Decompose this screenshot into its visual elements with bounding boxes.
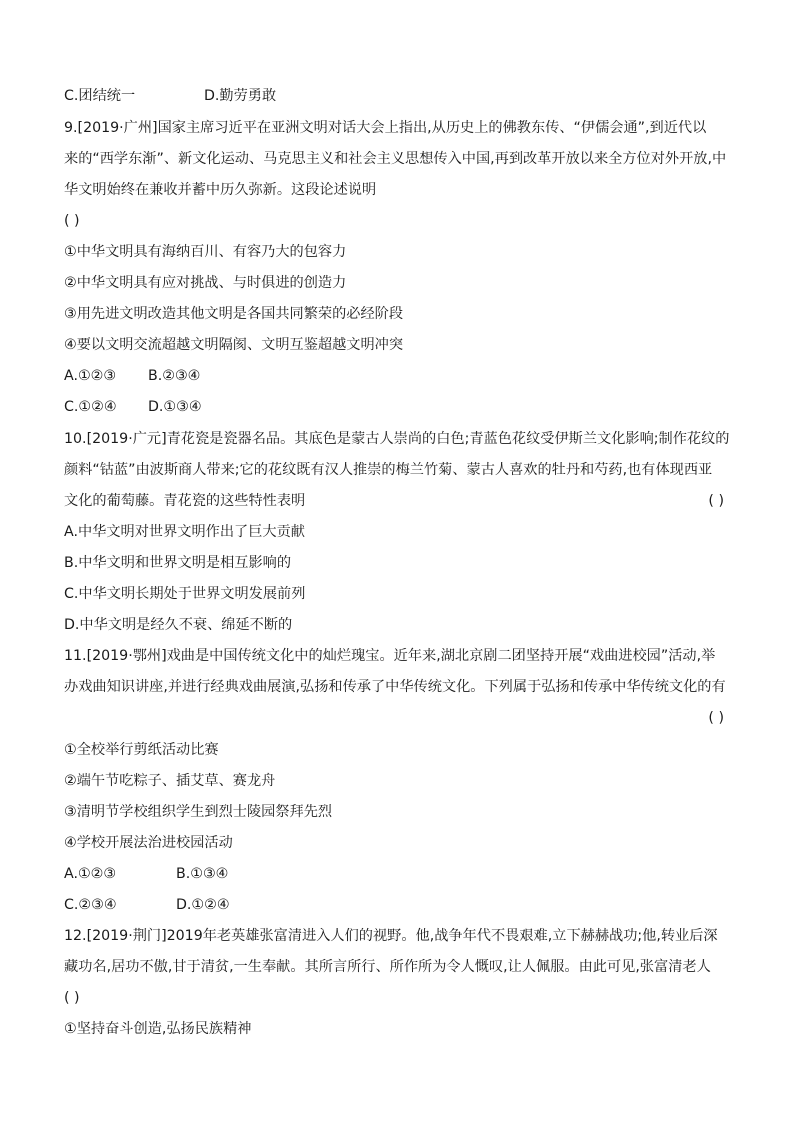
q9-option-c[interactable]: C.①②④: [64, 399, 117, 415]
q11-statement-3: ③清明节学校组织学生到烈士陵园祭拜先烈: [64, 804, 333, 820]
q9-statement-1: ①中华文明具有海纳百川、有容乃大的包容力: [64, 244, 347, 260]
q11-statement-1: ①全校举行剪纸活动比赛: [64, 742, 219, 758]
q9-statement-3: ③用先进文明改造其他文明是各国共同繁荣的必经阶段: [64, 306, 404, 322]
q12-stem-line2: 藏功名,居功不傲,甘于清贫,一生奉献。其所言所行、所作所为令人慨叹,让人佩服。由此可见,张富清老人: [64, 959, 711, 975]
q12-stem-line1: 12.[2019·荆门]2019年老英雄张富清进入人们的视野。他,战争年代不畏艰难,立下赫赫战功;他,转业后深: [64, 928, 718, 944]
q10-option-c[interactable]: C.中华文明长期处于世界文明发展前列: [64, 586, 306, 602]
q11-option-d[interactable]: D.①②④: [176, 897, 230, 913]
q10-answer-bracket[interactable]: ( ): [708, 493, 724, 509]
q9-stem-line1: 9.[2019·广州]国家主席习近平在亚洲文明对话大会上指出,从历史上的佛教东传、“伊儒会通”,到近代以: [64, 120, 707, 136]
q11-option-c[interactable]: C.②③④: [64, 897, 117, 913]
q11-answer-bracket[interactable]: ( ): [708, 710, 724, 726]
q10-option-d[interactable]: D.中华文明是经久不衰、绵延不断的: [64, 617, 293, 633]
q9-answer-bracket[interactable]: ( ): [64, 213, 80, 229]
q9-option-d[interactable]: D.①③④: [148, 399, 202, 415]
q10-stem-line3-row: [64, 491, 730, 511]
q11-option-a[interactable]: A.①②③: [64, 866, 117, 882]
q10-option-b[interactable]: B.中华文明和世界文明是相互影响的: [64, 555, 292, 571]
q10-stem-line2: 颜料“钴蓝”由波斯商人带来;它的花纹既有汉人推崇的梅兰竹菊、蒙古人喜欢的牡丹和芍药,也有体现西亚: [64, 462, 713, 478]
q9-statement-2: ②中华文明具有应对挑战、与时俱进的创造力: [64, 275, 347, 291]
q10-stem-line3: 文化的葡萄藤。青花瓷的这些特性表明: [64, 493, 306, 509]
q12-answer-bracket[interactable]: ( ): [64, 990, 80, 1006]
q11-stem-line2: 办戏曲知识讲座,并进行经典戏曲展演,弘扬和传承了中华传统文化。下列属于弘扬和传承中华传统文化的有: [64, 679, 726, 695]
q9-option-a[interactable]: A.①②③: [64, 368, 117, 384]
q10-stem-line1: 10.[2019·广元]青花瓷是瓷器名品。其底色是蒙古人崇尚的白色;青蓝色花纹受伊斯兰文化影响;制作花纹的: [64, 431, 730, 447]
q9-stem-line2: 来的“西学东渐”、新文化运动、马克思主义和社会主义思想传入中国,再到改革开放以来全方位对外开放,中: [64, 151, 727, 167]
q11-statement-4: ④学校开展法治进校园活动: [64, 835, 233, 851]
q9-stem-line3: 华文明始终在兼收并蓄中历久弥新。这段论述说明: [64, 182, 377, 198]
q8-option-c[interactable]: C.团结统一: [64, 88, 136, 104]
q11-option-b[interactable]: B.①③④: [176, 866, 229, 882]
q10-option-a[interactable]: A.中华文明对世界文明作出了巨大贡献: [64, 524, 305, 540]
q11-stem-line1: 11.[2019·鄂州]戏曲是中国传统文化中的灿烂瑰宝。近年来,湖北京剧二团坚持开展“戏曲进校园”活动,举: [64, 648, 716, 664]
q8-option-d[interactable]: D.勤劳勇敢: [204, 88, 277, 104]
q12-statement-1: ①坚持奋斗创造,弘扬民族精神: [64, 1021, 252, 1037]
q9-statement-4: ④要以文明交流超越文明隔阂、文明互鉴超越文明冲突: [64, 337, 404, 353]
q11-statement-2: ②端午节吃粽子、插艾草、赛龙舟: [64, 773, 276, 789]
q9-option-b[interactable]: B.②③④: [148, 368, 201, 384]
